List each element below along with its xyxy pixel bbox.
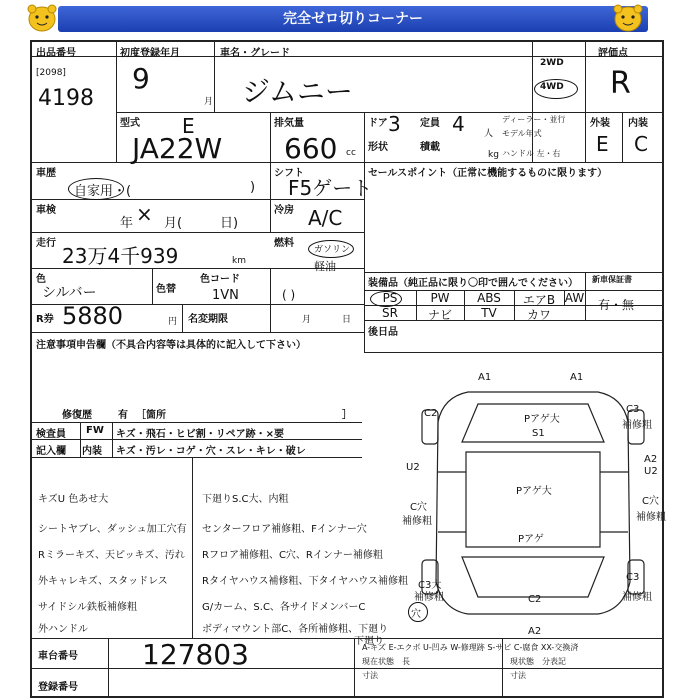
meter-change-label: 名変期限: [188, 314, 228, 325]
color-value: シルバー: [42, 285, 97, 301]
diag-repair-tr: 補修粗: [622, 420, 652, 431]
model-year-label: モデル年式: [502, 129, 542, 138]
ac-label: 冷房: [274, 205, 294, 216]
first-reg-value: 9: [132, 62, 150, 95]
km-unit: km: [232, 256, 246, 266]
displacement-value: 660: [284, 132, 338, 165]
entry-label: 記入欄: [36, 446, 66, 457]
warranty-label: 新車保証書: [592, 275, 632, 284]
drive-4wd: 4WD: [540, 82, 564, 92]
diag-s1: S1: [532, 428, 545, 439]
note-left-2: シートヤブレ、ダッシュ加工穴有: [38, 524, 187, 535]
inspection-x-mark: ×: [136, 202, 153, 226]
load-label: 積載: [420, 142, 440, 153]
diag-u2-right: U2: [644, 466, 658, 477]
inspection-label: 車検: [36, 205, 56, 216]
capacity-label: 定員: [420, 118, 440, 129]
equip-ps: PS: [382, 291, 398, 305]
dealer-label: ディーラー・並行: [502, 115, 566, 124]
grade-label: 評価点: [598, 48, 628, 59]
after-label: 後日品: [368, 327, 398, 338]
exterior-value: E: [596, 132, 609, 156]
history-label: 車歴: [36, 168, 56, 179]
vehicle-no-value: 127803: [142, 638, 249, 671]
equip-airbag: エアB: [522, 293, 556, 307]
diag-c3-left: C3大: [418, 580, 442, 591]
first-reg-label: 初度登録年月: [120, 48, 180, 59]
legend-small-3: 現状態 分表記: [510, 657, 566, 666]
repair-label: 修復歴: [62, 410, 92, 421]
equip-navi: ナビ: [427, 308, 452, 322]
recycle-label: R券: [36, 314, 54, 325]
repair-close: ］: [342, 410, 352, 421]
equip-label: 装備品（純正品に限り〇印で囲んでください）: [368, 278, 578, 289]
capacity-value: 4: [452, 112, 465, 136]
meter-day: 日: [342, 315, 352, 325]
auction-sheet: [30, 40, 664, 698]
inspection-month: 月(: [164, 216, 183, 231]
diag-c3-br: C3: [626, 572, 640, 583]
fuel-label: 燃料: [274, 238, 294, 249]
diag-c2-bottom: C2: [528, 594, 542, 605]
legend-text: A-キズ E-エクボ U-凹み W-修理跡 S-サビ C-腐食 XX-交換済: [362, 643, 579, 652]
equip-abs: ABS: [477, 291, 501, 305]
history-value: 自家用・(: [74, 184, 132, 199]
equip-ps-circle: [370, 291, 402, 307]
month-label: 月: [204, 97, 214, 107]
model-label: 型式: [120, 118, 140, 129]
fuel-gas: ガソリン: [314, 245, 351, 255]
diag-u2-left: U2: [406, 462, 420, 473]
shift-value: F5ゲート: [288, 176, 373, 200]
grade-value: R: [610, 66, 631, 101]
diag-panel-mid: Pアゲ大: [516, 486, 552, 497]
diag-repair-left: 補修粗: [402, 516, 432, 527]
diag-a2-right: A2: [644, 454, 658, 465]
note-right-2: センターフロア補修粗、Fインナー穴: [202, 524, 367, 535]
model-prefix: E: [182, 114, 195, 138]
repair-value: 有: [118, 410, 128, 421]
inspection-day: 日): [220, 216, 239, 231]
color2-label: 色替: [156, 284, 176, 295]
color-code-label: 色コード: [200, 274, 240, 285]
handle-label: ハンドル 左・右: [502, 149, 561, 158]
diag-hole: 穴: [411, 609, 421, 620]
meter-month: 月: [302, 315, 312, 325]
note-right-3: Rフロア補修粗、C穴、Rインナー補修粗: [202, 550, 383, 561]
equip-leather: カワ: [526, 308, 551, 322]
cc-unit: cc: [346, 148, 356, 158]
diag-cx-left: C穴: [410, 502, 427, 513]
interior-label: 内装: [628, 118, 648, 129]
lot-sub: [2098]: [36, 68, 66, 78]
drive-2wd: 2WD: [540, 58, 564, 68]
interior-items: キズ・汚レ・コゲ・穴・スレ・キレ・破レ: [116, 446, 306, 457]
inspection-year: 年: [120, 216, 134, 231]
note-left-3: Rミラーキズ、天ピッキズ、汚れ: [38, 550, 185, 561]
warranty-value: 有・無: [598, 298, 635, 312]
inspector-label: 検査員: [36, 429, 66, 440]
equip-pw: PW: [430, 291, 450, 305]
door-value: 3: [388, 112, 401, 136]
note-right-4: Rタイヤハウス補修粗、下タイヤハウス補修粗: [202, 576, 408, 587]
diag-repair-right: 補修粗: [636, 512, 666, 523]
fw-label: FW: [86, 425, 104, 436]
lot-number: 4198: [38, 86, 94, 111]
fuel-paren: ( ): [282, 288, 296, 302]
fw-items: キズ・飛石・ヒビ割・リペア跡・×要: [116, 429, 284, 440]
car-name-label: 車名・グレード: [220, 48, 290, 59]
yen-unit: 円: [168, 317, 178, 327]
displacement-label: 排気量: [274, 118, 304, 129]
mileage-label: 走行: [36, 238, 56, 249]
mascot-right-icon: [608, 2, 648, 36]
interior-value: C: [634, 132, 648, 156]
legend-small-1: 現在状態 長: [362, 657, 410, 666]
diag-c2-left: C2: [424, 408, 438, 419]
note-left-1: キズU 色あせ大: [38, 494, 109, 505]
note-right-6: ボディマウント部C、各所補修粗、下廻り: [202, 624, 389, 635]
diag-panel-low: Pアゲ: [518, 534, 544, 545]
color-code-value: 1VN: [212, 288, 239, 303]
car-name: ジムニー: [242, 75, 353, 108]
legend-small-4: 寸法: [510, 671, 526, 680]
equip-aw: AW: [564, 291, 585, 305]
repair-place: ［箇所: [136, 410, 166, 421]
ac-value: A/C: [308, 206, 343, 230]
lot-label: 出品番号: [36, 48, 76, 59]
note-left-5: サイドシル鉄板補修粗: [38, 602, 138, 613]
note-right-1: 下廻りS.C大、内粗: [202, 494, 289, 505]
mascot-left-icon: [22, 2, 62, 36]
notice-label: 注意事項申告欄（不具合内容等は具体的に記入して下さい）: [36, 340, 306, 351]
mileage-value: 23万4千939: [62, 244, 179, 268]
door-label: ドア: [368, 118, 388, 129]
header-banner: [0, 0, 700, 38]
color-label: 色: [36, 274, 46, 285]
banner-title: 完全ゼロ切りコーナー: [58, 6, 648, 32]
vehicle-no-label: 車台番号: [38, 651, 78, 662]
diag-cx-right: C穴: [642, 496, 659, 507]
reg-no-label: 登録番号: [38, 682, 78, 693]
diag-repair-low-left: 補修粗: [414, 592, 444, 603]
shape-label: 形状: [368, 142, 388, 153]
equip-tv: TV: [481, 306, 497, 320]
diag-a2-bottom: A2: [528, 626, 542, 637]
diag-a1-right: A1: [570, 372, 584, 383]
note-left-4: 外キャレキズ、スタッドレス: [38, 576, 168, 587]
sales-point-label: セールスポイント（正常に機能するものに限ります）: [368, 168, 608, 179]
equip-sr: SR: [382, 306, 398, 320]
note-left-6: 外ハンドル: [38, 624, 88, 635]
kg-unit: kg: [488, 150, 499, 160]
diag-c3-tr: C3: [626, 404, 640, 415]
recycle-value: 5880: [62, 302, 124, 330]
model-value: JA22W: [132, 132, 223, 165]
fuel-diesel: 軽油: [314, 260, 336, 273]
shift-label: シフト: [274, 168, 304, 179]
history-close: ): [250, 180, 256, 195]
diag-downlabel: 下廻り: [354, 636, 384, 647]
legend-small-2: 寸法: [362, 671, 378, 680]
exterior-label: 外装: [590, 118, 610, 129]
diag-panel-top: Pアゲ大: [524, 414, 560, 425]
diag-a1-left: A1: [478, 372, 492, 383]
diag-repair-low-right: 補修粗: [622, 592, 652, 603]
interior-items-label: 内装: [82, 446, 102, 457]
note-right-5: G/カーム、S.C、各サイドメンバーC: [202, 602, 366, 613]
person-unit: 人: [484, 129, 494, 139]
